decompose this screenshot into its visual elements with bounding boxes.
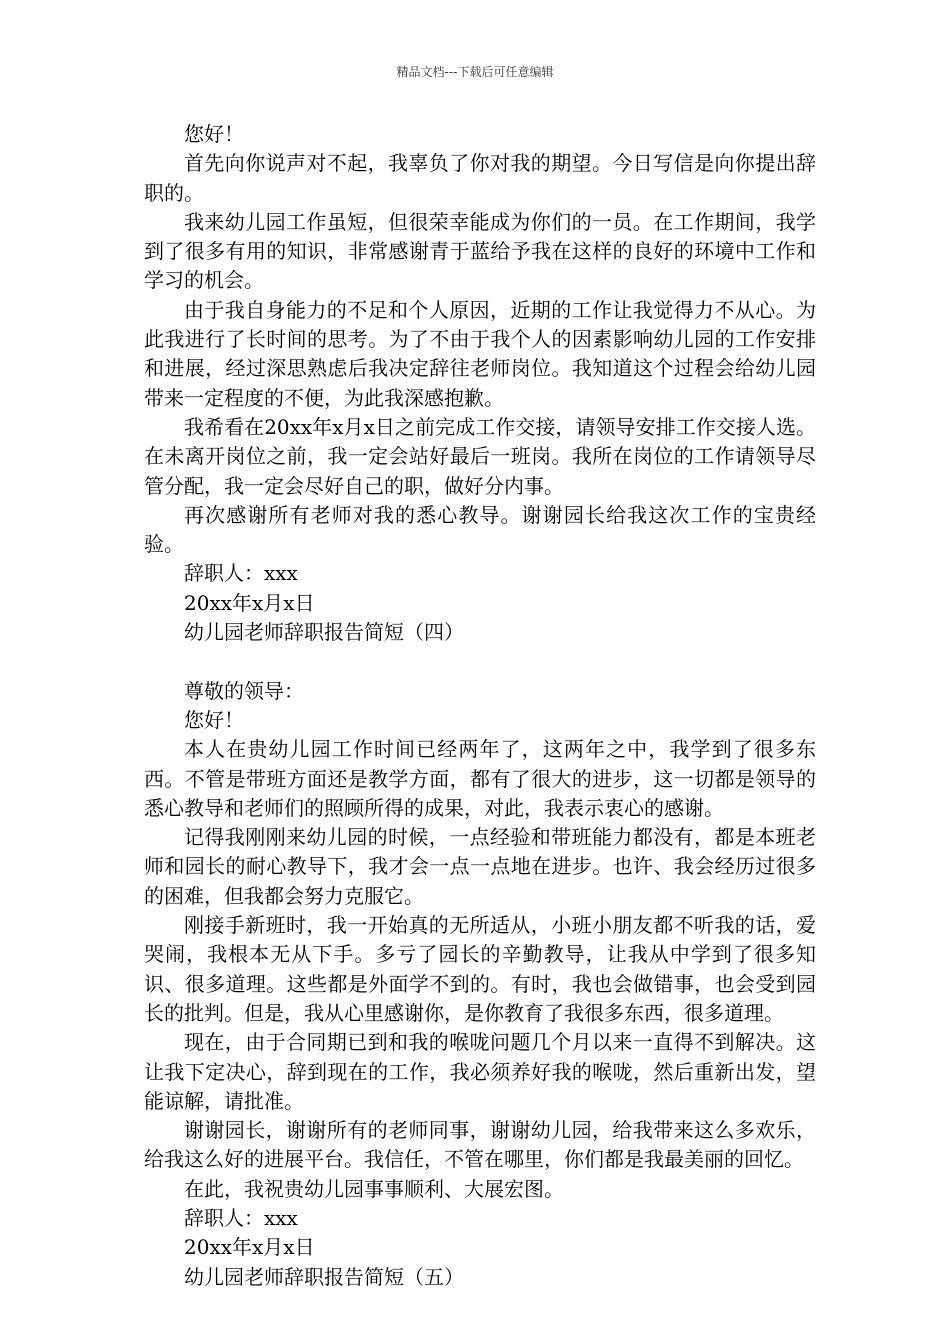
paragraph: 在此，我祝贵幼儿园事事顺利、大展宏图。 — [184, 1176, 564, 1201]
paragraph: 再次感谢所有老师对我的悉心教导。谢谢园长给我这次工作的宝贵经验。 — [144, 502, 816, 557]
section-title: 幼儿园老师辞职报告简短（五） — [184, 1264, 464, 1289]
blank-line — [144, 647, 816, 676]
paragraph: 谢谢园长，谢谢所有的老师同事，谢谢幼儿园，给我带来这么多欢乐，给我这么好的进展平台。我信任，不管在哪里，你们都是我最美丽的回忆。 — [144, 1118, 816, 1172]
paragraph: 由于我自身能力的不足和个人原因，近期的工作让我觉得力不从心。为此我进行了长时间的思考。为了不由于我个人的因素影响幼儿园的工作安排和进展，经过深思熟虑后我决定辞往老师岗位。我知道这个过程会给幼儿园带来一定程度的不便，为此我深感抱歉。 — [144, 297, 816, 410]
salutation: 尊敬的领导： — [184, 678, 304, 703]
section-title: 幼儿园老师辞职报告简短（四） — [184, 620, 464, 645]
paragraph: 现在，由于合同期已到和我的喉咙问题几个月以来一直得不到解决。这让我下定决心，辞到现在的工作，我必须养好我的喉咙，然后重新出发，望能谅解，请批准。 — [144, 1030, 816, 1113]
greeting: 您好！ — [184, 122, 244, 146]
document-body — [144, 120, 816, 1292]
greeting: 您好！ — [184, 707, 244, 732]
signer: 辞职人：xxx — [184, 561, 298, 586]
paragraph: 首先向你说声对不起，我辜负了你对我的期望。今日写信是向你提出辞职的。 — [144, 151, 816, 205]
paragraph: 我来幼儿园工作虽短，但很荣幸能成为你们的一员。在工作期间，我学到了很多有用的知识，非常感谢青于蓝给予我在这样的良好的环境中工作和学习的机会。 — [144, 209, 816, 293]
paragraph: 记得我刚刚来幼儿园的时候，一点经验和带班能力都没有，都是本班老师和园长的耐心教导下，我才会一点一点地在进步。也许、我会经历过很多的困难，但我都会努力克服它。 — [144, 825, 816, 908]
paragraph: 我希看在20xx年x月x日之前完成工作交接，请领导安排工作交接人选。在未离开岗位之前，我一定会站好最后一班岗。我所在岗位的工作请领导尽管分配，我一定会尽好自己的职，做好分内事。 — [144, 414, 816, 498]
date: 20xx年x月x日 — [184, 1235, 315, 1260]
signer: 辞职人：xxx — [184, 1205, 298, 1230]
paragraph: 本人在贵幼儿园工作时间已经两年了，这两年之中，我学到了很多东西。不管是带班方面还是教学方面，都有了很大的进步，这一切都是领导的悉心教导和老师们的照顾所得的成果，对此，我表示衷心的感谢。 — [144, 737, 816, 820]
page-header: 精品文档---下载后可任意编辑 — [396, 65, 554, 79]
paragraph: 刚接手新班时，我一开始真的无所适从，小班小朋友都不听我的话，爱哭闹，我根本无从下手。多亏了园长的辛勤教导，让我从中学到了很多知识、很多道理。这些都是外面学不到的。有时，我也会做错事，也会受到园长的批判。但是，我从心里感谢你，是你教育了我很多东西，很多道理。 — [144, 913, 816, 1025]
date: 20xx年x月x日 — [184, 590, 315, 615]
